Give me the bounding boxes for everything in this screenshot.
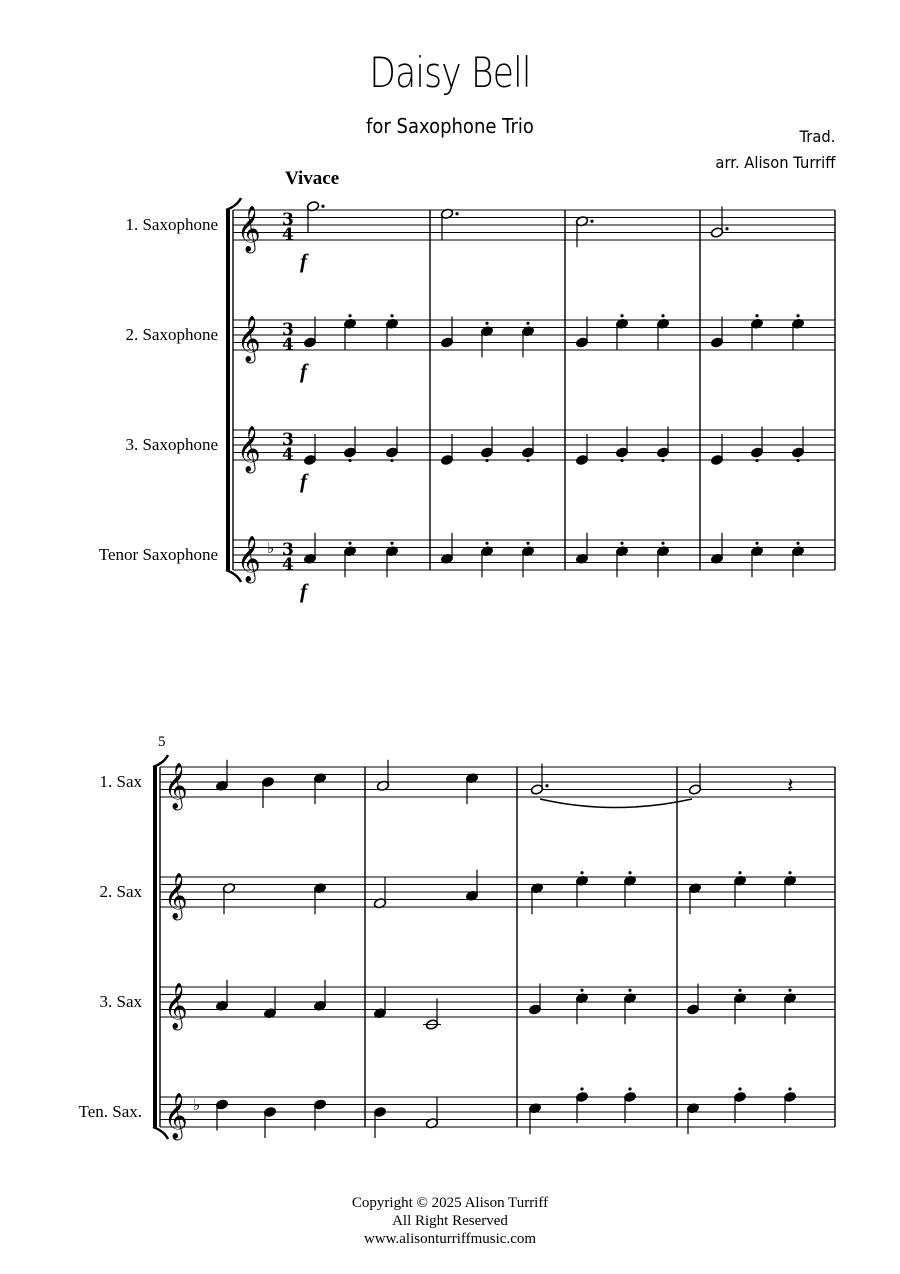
time-signature-bottom: 4 bbox=[282, 555, 294, 575]
instrument-label: 1. Sax bbox=[99, 772, 142, 791]
augmentation-dot bbox=[725, 227, 728, 230]
staccato-dot bbox=[628, 871, 631, 874]
instrument-label: 1. Saxophone bbox=[125, 215, 218, 234]
staccato-dot bbox=[485, 459, 488, 462]
staccato-dot bbox=[788, 1087, 791, 1090]
time-signature-top: 3 bbox=[282, 210, 294, 230]
treble-clef-icon: 𝄞 bbox=[164, 983, 188, 1029]
staccato-dot bbox=[738, 989, 741, 992]
staccato-dot bbox=[526, 322, 529, 325]
treble-clef-icon: 𝄞 bbox=[237, 206, 261, 252]
augmentation-dot bbox=[545, 784, 548, 787]
staccato-dot bbox=[580, 871, 583, 874]
instrument-label: 3. Sax bbox=[99, 992, 142, 1011]
flat-key-signature-icon: ♭ bbox=[267, 539, 275, 557]
measure-number: 5 bbox=[158, 734, 166, 750]
staccato-dot bbox=[620, 314, 623, 317]
staccato-dot bbox=[526, 542, 529, 545]
staccato-dot bbox=[738, 871, 741, 874]
staccato-dot bbox=[620, 542, 623, 545]
staccato-dot bbox=[526, 459, 529, 462]
instrument-label: Ten. Sax. bbox=[78, 1102, 142, 1121]
arranger-credit: arr. Alison Turriff bbox=[715, 153, 835, 172]
augmentation-dot bbox=[321, 205, 324, 208]
treble-clef-icon: 𝄞 bbox=[237, 536, 261, 582]
staccato-dot bbox=[738, 1087, 741, 1090]
treble-clef-icon: 𝄞 bbox=[237, 316, 261, 362]
treble-clef-icon: 𝄞 bbox=[164, 763, 188, 809]
staccato-dot bbox=[661, 542, 664, 545]
forte-dynamic: f bbox=[300, 469, 307, 493]
staccato-dot bbox=[796, 459, 799, 462]
staccato-dot bbox=[755, 314, 758, 317]
tie-slur bbox=[540, 799, 692, 808]
forte-dynamic: f bbox=[300, 359, 307, 383]
staccato-dot bbox=[485, 542, 488, 545]
copyright-line: Copyright © 2025 Alison Turriff bbox=[351, 1195, 549, 1211]
system-bracket bbox=[153, 767, 157, 1127]
time-signature-top: 3 bbox=[282, 320, 294, 340]
staccato-dot bbox=[788, 871, 791, 874]
time-signature-bottom: 4 bbox=[282, 445, 294, 465]
staccato-dot bbox=[348, 314, 351, 317]
staccato-dot bbox=[628, 989, 631, 992]
time-signature-top: 3 bbox=[282, 430, 294, 450]
instrument-label: 2. Saxophone bbox=[125, 325, 218, 344]
treble-clef-icon: 𝄞 bbox=[164, 873, 188, 919]
time-signature-top: 3 bbox=[282, 540, 294, 560]
instrument-label: Tenor Saxophone bbox=[98, 545, 218, 564]
system-bracket bbox=[226, 210, 230, 570]
staccato-dot bbox=[580, 989, 583, 992]
staccato-dot bbox=[348, 542, 351, 545]
staccato-dot bbox=[796, 542, 799, 545]
staccato-dot bbox=[661, 314, 664, 317]
staccato-dot bbox=[580, 1087, 583, 1090]
staccato-dot bbox=[390, 314, 393, 317]
instrument-label: 2. Sax bbox=[99, 882, 142, 901]
forte-dynamic: f bbox=[300, 249, 307, 273]
tempo-marking: Vivace bbox=[285, 168, 340, 189]
staccato-dot bbox=[755, 459, 758, 462]
time-signature-bottom: 4 bbox=[282, 335, 294, 355]
treble-clef-icon: 𝄞 bbox=[237, 426, 261, 472]
rights-line: All Right Reserved bbox=[392, 1213, 508, 1229]
score-subtitle: for Saxophone Trio bbox=[366, 114, 534, 138]
treble-clef-icon: 𝄞 bbox=[164, 1093, 188, 1139]
flat-key-signature-icon: ♭ bbox=[193, 1096, 201, 1114]
staccato-dot bbox=[796, 314, 799, 317]
staccato-dot bbox=[788, 989, 791, 992]
augmentation-dot bbox=[455, 212, 458, 215]
footer bbox=[0, 1194, 900, 1248]
staccato-dot bbox=[620, 459, 623, 462]
staccato-dot bbox=[390, 542, 393, 545]
staccato-dot bbox=[485, 322, 488, 325]
staccato-dot bbox=[628, 1087, 631, 1090]
website-line: www.alisonturriffmusic.com bbox=[363, 1231, 537, 1247]
staccato-dot bbox=[755, 542, 758, 545]
forte-dynamic: f bbox=[300, 579, 307, 603]
time-signature-bottom: 4 bbox=[282, 225, 294, 245]
instrument-label: 3. Saxophone bbox=[125, 435, 218, 454]
score-title: Daisy Bell bbox=[369, 48, 531, 97]
augmentation-dot bbox=[590, 220, 593, 223]
staccato-dot bbox=[390, 459, 393, 462]
staccato-dot bbox=[661, 459, 664, 462]
quarter-rest-icon: 𝄽 bbox=[787, 774, 794, 799]
composer-credit: Trad. bbox=[799, 127, 835, 146]
staccato-dot bbox=[348, 459, 351, 462]
